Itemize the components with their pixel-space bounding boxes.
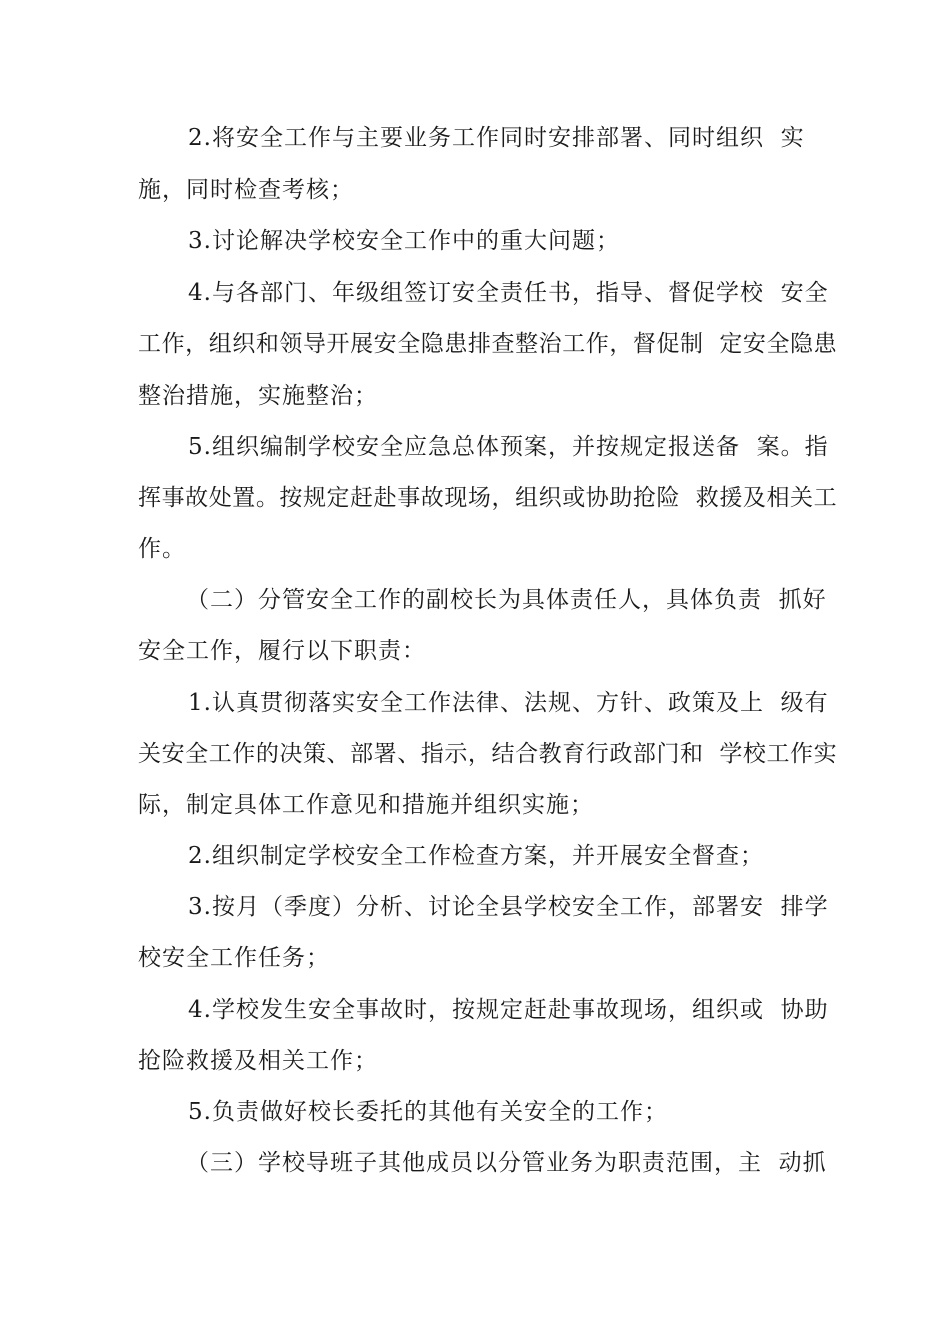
text-line: 3.按月（季度）分析、讨论全县学校安全工作，部署安 排学 bbox=[188, 894, 829, 920]
text-line: 5.组织编制学校安全应急总体预案，并按规定报送备 案。指 bbox=[188, 434, 829, 460]
text-line: 2.组织制定学校安全工作检查方案，并开展安全督查； bbox=[188, 843, 764, 869]
text-line: 4.与各部门、年级组签订安全责任书，指导、督促学校 安全 bbox=[188, 280, 829, 306]
text-line: 工作，组织和领导开展安全隐患排查整治工作，督促制 定安全隐患 bbox=[138, 331, 838, 357]
text-line: 5.负责做好校长委托的其他有关安全的工作； bbox=[188, 1099, 668, 1125]
text-line: 安全工作，履行以下职责： bbox=[138, 638, 426, 664]
text-line: 抢险救援及相关工作； bbox=[138, 1048, 378, 1074]
text-line: 3.讨论解决学校安全工作中的重大问题； bbox=[188, 228, 620, 254]
text-line: 施，同时检查考核； bbox=[138, 177, 354, 203]
text-line: 关安全工作的决策、部署、指示，结合教育行政部门和 学校工作实 bbox=[138, 741, 838, 767]
text-line: 际，制定具体工作意见和措施并组织实施； bbox=[138, 792, 594, 818]
text-line: （三）学校导班子其他成员以分管业务为职责范围，主 动抓 bbox=[186, 1150, 827, 1176]
text-line: 4.学校发生安全事故时，按规定赶赴事故现场，组织或 协助 bbox=[188, 997, 829, 1023]
text-line: 1.认真贯彻落实安全工作法律、法规、方针、政策及上 级有 bbox=[188, 690, 829, 716]
text-line: 作。 bbox=[138, 536, 186, 562]
text-line: 校安全工作任务； bbox=[138, 945, 330, 971]
text-line: 2.将安全工作与主要业务工作同时安排部署、同时组织 实 bbox=[188, 125, 805, 151]
text-line: 整治措施，实施整治； bbox=[138, 383, 378, 409]
text-line: 挥事故处置。按规定赶赴事故现场，组织或协助抢险 救援及相关工 bbox=[138, 485, 838, 511]
text-line: （二）分管安全工作的副校长为具体责任人，具体负责 抓好 bbox=[186, 587, 827, 613]
